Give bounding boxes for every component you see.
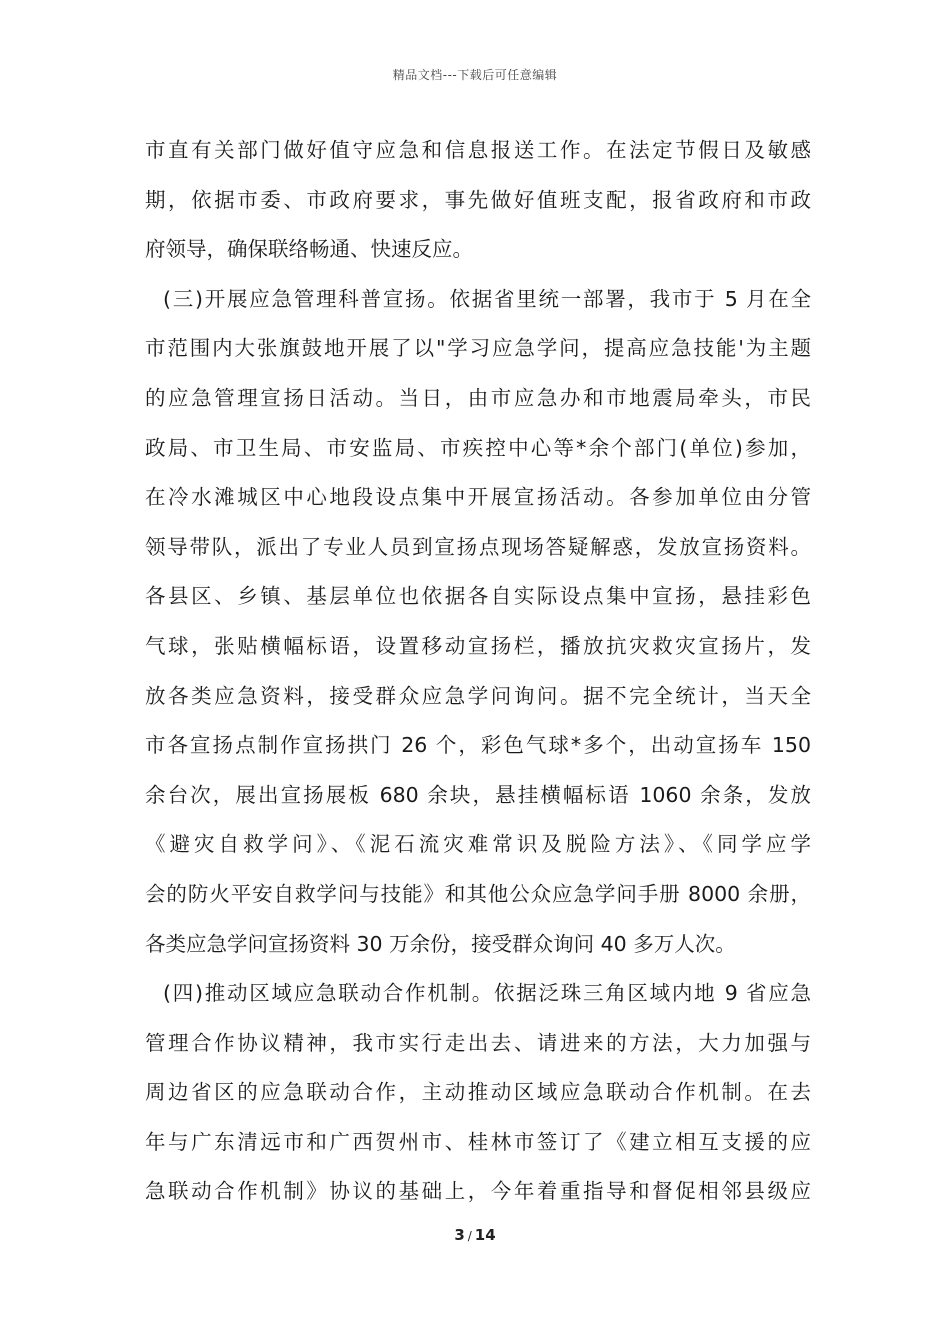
text-line: 市直有关部门做好值守应急和信息报送工作。在法定节假日及敏感 xyxy=(145,138,811,162)
text-line: 气球，张贴横幅标语，设置移动宣扬栏，播放抗灾救灾宣扬片，发 xyxy=(145,633,811,658)
text-line: 府领导，确保联络畅通、快速反应。 xyxy=(145,237,473,262)
paragraph-heading-line: (三)开展应急管理科普宣扬。依据省里统一部署，我市于 5 月在全 xyxy=(163,286,811,311)
text-line: 《避灾自救学问》、《泥石流灾难常识及脱险方法》、《同学应学 xyxy=(145,832,811,857)
text-line: 余台次，展出宣扬展板 680 余块，悬挂横幅标语 1060 余条，发放 xyxy=(145,782,811,807)
document-body xyxy=(145,126,811,1217)
paragraph-heading-line: (四)推动区域应急联动合作机制。依据泛珠三角区域内地 9 省应急 xyxy=(163,981,811,1006)
text-line: 市各宣扬点制作宣扬拱门 26 个，彩色气球*多个，出动宣扬车 150 xyxy=(145,733,811,758)
page-header: 精品文档---下载后可任意编辑 xyxy=(392,68,558,82)
text-line: 领导带队，派出了专业人员到宣扬点现场答疑解惑，发放宣扬资料。 xyxy=(145,534,811,559)
text-line: 放各类应急资料，接受群众应急学问询问。据不完全统计，当天全 xyxy=(145,683,811,708)
total-pages-number: 14 xyxy=(474,1226,496,1244)
current-page-number: 3 xyxy=(454,1226,465,1244)
text-line: 在冷水滩城区中心地段设点集中开展宣扬活动。各参加单位由分管 xyxy=(145,485,811,510)
text-line: 急联动合作机制》协议的基础上，今年着重指导和督促相邻县级应 xyxy=(145,1179,811,1204)
text-line: 会的防火平安自救学问与技能》和其他公众应急学问手册 8000 余册， xyxy=(145,881,811,906)
text-line: 各县区、乡镇、基层单位也依据各自实际设点集中宣扬，悬挂彩色 xyxy=(145,584,811,609)
text-line: 政局、市卫生局、市安监局、市疾控中心等*余个部门(单位)参加， xyxy=(145,435,811,460)
text-line: 的应急管理宣扬日活动。当日，由市应急办和市地震局牵头，市民 xyxy=(145,385,811,410)
text-line: 期，依据市委、市政府要求，事先做好值班支配，报省政府和市政 xyxy=(145,187,811,212)
page-number xyxy=(0,1226,950,1244)
text-line: 市范围内大张旗鼓地开展了以"学习应急学问，提高应急技能'为主题 xyxy=(145,336,811,361)
page-separator: / xyxy=(467,1229,472,1243)
text-line: 周边省区的应急联动合作，主动推动区域应急联动合作机制。在去 xyxy=(145,1080,811,1105)
text-line: 各类应急学问宣扬资料 30 万余份，接受群众询问 40 多万人次。 xyxy=(145,931,736,956)
text-line: 年与广东清远市和广西贺州市、桂林市签订了《建立相互支援的应 xyxy=(145,1129,811,1154)
text-line: 管理合作协议精神，我市实行走出去、请进来的方法，大力加强与 xyxy=(145,1030,811,1055)
